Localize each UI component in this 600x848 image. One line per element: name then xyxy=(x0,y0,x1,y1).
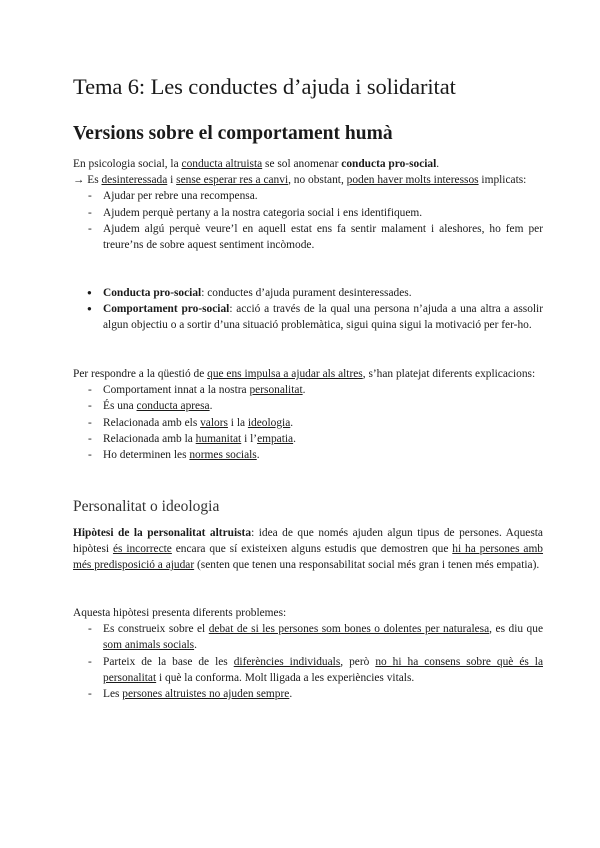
list-item: ● Conducta pro-social: conductes d’ajuda purament desinteressades. xyxy=(73,285,543,301)
list-item: - Relacionada amb la humanitat i l’empatia. xyxy=(73,431,543,447)
problems-list xyxy=(73,621,543,702)
list-item: - Es construeix sobre el debat de si les persones som bones o dolentes per naturalesa, es diu que som animals socials. xyxy=(73,621,543,653)
paragraph-question: Per respondre a la qüestió de que ens impulsa a ajudar als altres, s’han platejat diferents explicacions: xyxy=(73,368,536,380)
paragraph-hypothesis: Hipòtesi de la personalitat altruista: idea de que només ajuden algun tipus de persones. Aquesta hipòtesi és incorrecte encara que sí existeixen alguns estudis que demostren que hi ha persones amb més predisposició a ajudar (senten que tenen una responsabilitat social més gran i tenen més empatia). xyxy=(73,527,544,572)
list-item: - Ajudem perquè pertany a la nostra categoria social i ens identifiquem. xyxy=(73,205,543,221)
list-item: - Ajudem algú perquè veure’l en aquell estat ens fa sentir malament i aleshores, ho fem per treure’ns de sobre aquest sentiment incòmode. xyxy=(73,221,543,253)
list-item: - És una conducta apresa. xyxy=(73,398,543,414)
paragraph-intro: En psicologia social, la conducta altruista se sol anomenar conducta pro-social. xyxy=(73,158,440,170)
list-item: - Comportament innat a la nostra personalitat. xyxy=(73,382,543,398)
list-item: - Ajudar per rebre una recompensa. xyxy=(73,188,543,204)
list-item: ● Comportament pro-social: acció a través de la qual una persona n’ajuda a una altra a assolir algun objectiu o a sortir d’una situació problemàtica, sigui quina sigui la motivació per fer-ho. xyxy=(73,301,543,333)
list-item: - Ho determinen les normes socials. xyxy=(73,447,543,463)
hypothesis-block xyxy=(73,525,543,574)
explanations-block xyxy=(73,366,543,463)
section-heading-personalitat: Personalitat o ideologia xyxy=(73,498,220,515)
definitions-list xyxy=(73,285,543,334)
explanations-list xyxy=(73,382,543,463)
section-heading-versions: Versions sobre el comportament humà xyxy=(73,123,393,144)
paragraph-problems: Aquesta hipòtesi presenta diferents problemes: xyxy=(73,607,287,619)
section-versions-body xyxy=(73,156,543,253)
interests-list xyxy=(73,188,543,253)
problems-block xyxy=(73,605,543,702)
list-item: - Relacionada amb els valors i la ideologia. xyxy=(73,415,543,431)
list-item: - Parteix de la base de les diferències individuals, però no hi ha consens sobre què és la personalitat i què la conforma. Molt lligada a les experiències vitals. xyxy=(73,654,543,686)
paragraph-desinteressada: → Es desinteressada i sense esperar res a canvi, no obstant, poden haver molts interessos implicats: xyxy=(73,174,527,187)
list-item: - Les persones altruistes no ajuden sempre. xyxy=(73,686,543,702)
page-title: Tema 6: Les conductes d’ajuda i solidaritat xyxy=(73,74,456,99)
definitions-block xyxy=(73,285,543,334)
